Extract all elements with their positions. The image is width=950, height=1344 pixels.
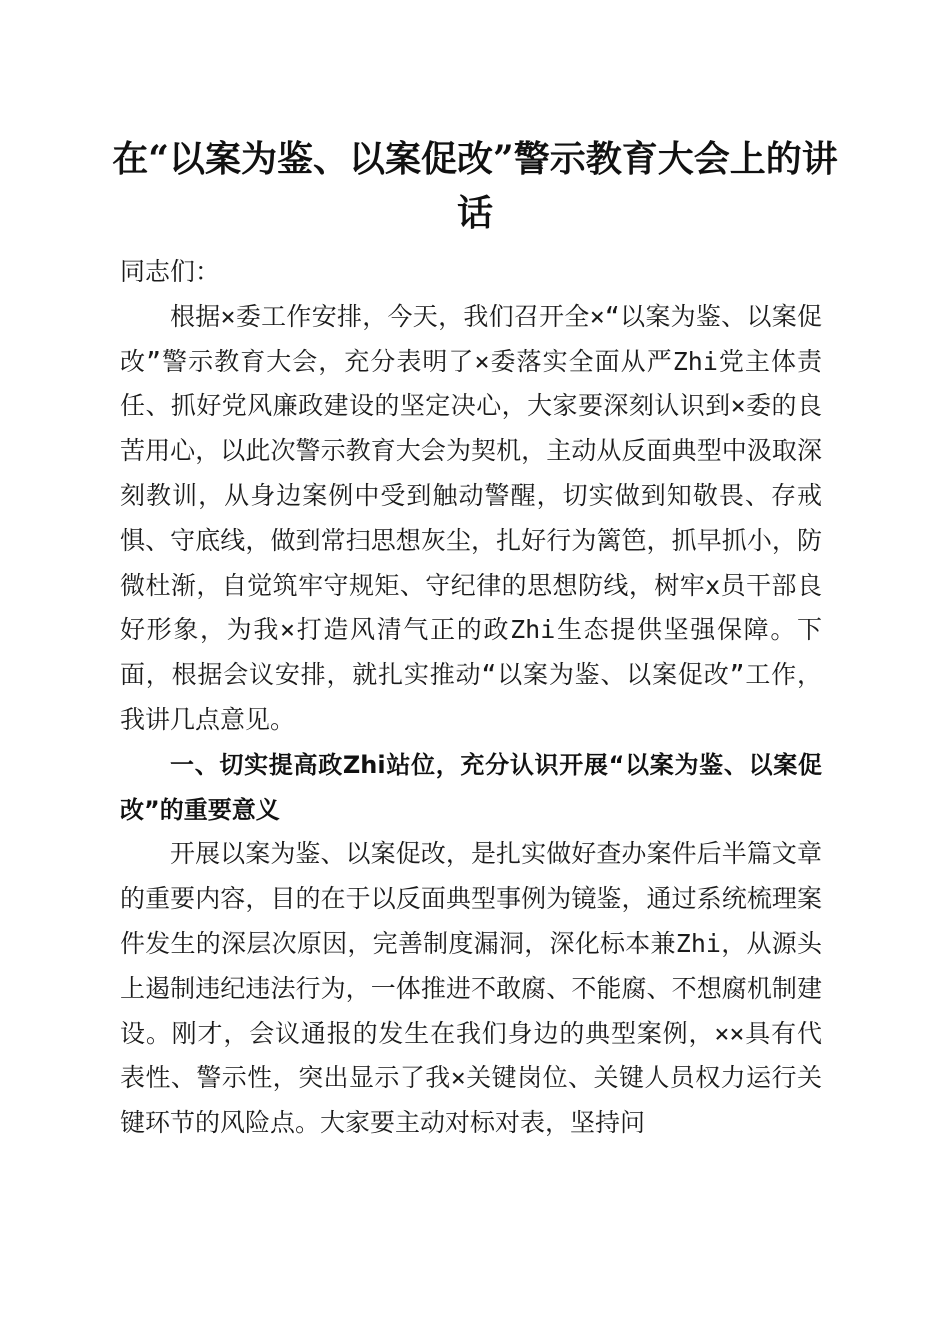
document-title: 在“以案为鉴、以案促改”警示教育大会上的讲话 [112,138,838,234]
section-heading-1: 一、切实提高政Zhi站位，充分认识开展“以案为鉴、以案促改”的重要意义 [120,750,822,824]
paragraph-intro: 根据×委工作安排，今天，我们召开全×“以案为鉴、以案促改”警示教育大会，充分表明了×委落实全面从严Zhi党主体责任、抓好党风廉政建设的坚定决心，大家要深刻认识到×委的良苦用心，以此次警示教育大会为契机，主动从反面典型中汲取深刻教训，从身边案例中受到触动警醒，切实做到知敬畏、存戒惧、守底线，做到常扫思想灰尘，扎好行为篱笆，抓早抓小，防微杜渐，自觉筑牢守规矩、守纪律的思想防线，树牢x员干部良好形象，为我×打造风清气正的政Zhi生态提供坚强保障。下面，根据会议安排，就扎实推动“以案为鉴、以案促改”工作，我讲几点意见。 [120,301,822,734]
salutation: 同志们： [120,257,221,286]
paragraph-section-1: 开展以案为鉴、以案促改，是扎实做好查办案件后半篇文章的重要内容，目的在于以反面典型事例为镜鉴，通过系统梳理案件发生的深层次原因，完善制度漏洞，深化标本兼Zhi，从源头上遏制违纪违法行为，一体推进不敢腐、不能腐、不想腐机制建设。刚才，会议通报的发生在我们身边的典型案例，××具有代表性、警示性，突出显示了我×关键岗位、关键人员权力运行关键环节的风险点。大家要主动对标对表，坚持问 [120,839,822,1138]
document-body [120,250,822,1146]
